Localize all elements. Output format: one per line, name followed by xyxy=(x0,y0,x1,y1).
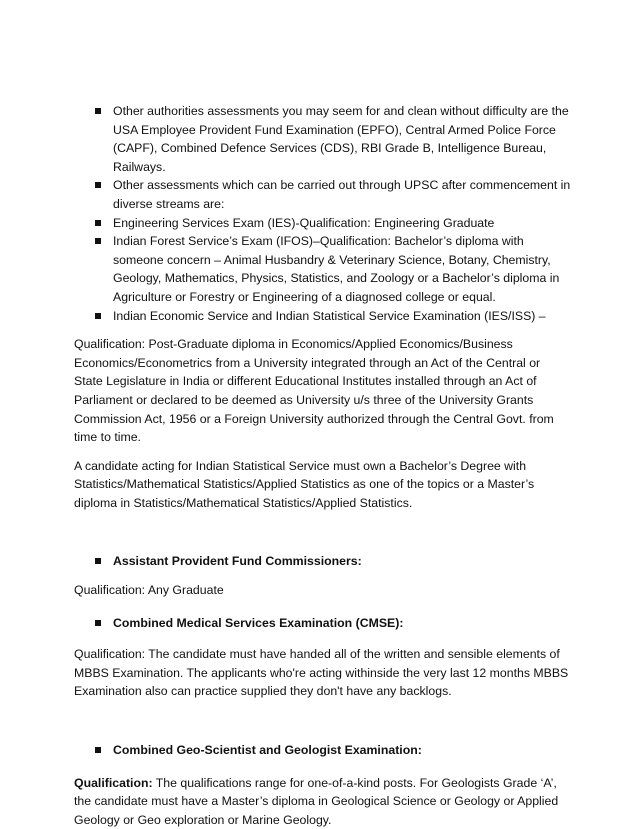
apfc-heading xyxy=(74,552,572,571)
square-bullet-icon xyxy=(95,620,101,626)
square-bullet-icon xyxy=(95,747,101,753)
square-bullet-icon xyxy=(95,313,101,319)
list-item xyxy=(74,176,572,213)
square-bullet-icon xyxy=(95,108,101,114)
list-item-text: Engineering Services Exam (IES)-Qualification: Engineering Graduate xyxy=(113,215,495,230)
ies-qualification-paragraph: Qualification: Post-Graduate diploma in Economics/Applied Economics/Business Economics/Econometrics from a University integrated through an Act of the Central or State Legislature in India or different Educational Institutes installed through an Act of Parliament or declared to be deemed as University u/s three of the University Grants Commission Act, 1956 or a Foreign University authorized through the Central Govt. from time to time. xyxy=(74,337,554,445)
list-item xyxy=(74,214,572,233)
apfc-heading-text: Assistant Provident Fund Commissioners: xyxy=(113,554,362,569)
square-bullet-icon xyxy=(95,220,101,226)
list-item xyxy=(74,307,572,326)
geo-qualification-text: The qualifications range for one-of-a-kind posts. For Geologists Grade ‘A’, the candidate must have a Master’s diploma in Geological Science or Geology or Applied Geology or Geo exploration or Marine Geology. xyxy=(74,775,559,827)
geo-heading xyxy=(74,741,572,760)
list-item-text: Indian Forest Service’s Exam (IFOS)–Qualification: Bachelor’s diploma with someone concern – Animal Husbandry & Veterinary Science, Botany, Chemistry, Geology, Mathematics, Physics, Statistics, and Zoology or a Bachelor’s diploma in Agriculture or Forestry or Engineering of a diagnosed college or equal. xyxy=(113,234,560,304)
geo-qualification-label: Qualification: xyxy=(74,775,153,790)
cmse-heading xyxy=(74,614,572,633)
iss-candidate-paragraph: A candidate acting for Indian Statistical Service must own a Bachelor’s Degree with Statistics/Mathematical Statistics/Applied Statistics as one of the topics or a Master’s diploma in Statistics/Mathematical Statistics/Applied Statistics. xyxy=(74,458,535,510)
exam-list xyxy=(74,102,572,325)
cmse-heading-text: Combined Medical Services Examination (CMSE): xyxy=(113,615,404,630)
list-item-text: Other authorities assessments you may seem for and clean without difficulty are the USA Employee Provident Fund Examination (EPFO), Central Armed Police Force (CAPF), Combined Defence Services (CDS), RBI Grade B, Intelligence Bureau, Railways. xyxy=(113,104,569,174)
list-item-text: Indian Economic Service and Indian Statistical Service Examination (IES/ISS) – xyxy=(113,308,546,323)
apfc-qualification: Qualification: Any Graduate xyxy=(74,583,224,598)
list-item xyxy=(74,232,572,306)
geo-qualification xyxy=(74,774,572,829)
square-bullet-icon xyxy=(95,182,101,188)
list-item xyxy=(74,102,572,176)
list-item-text: Other assessments which can be carried out through UPSC after commencement in diverse streams are: xyxy=(113,178,571,211)
square-bullet-icon xyxy=(95,558,101,564)
geo-heading-text: Combined Geo-Scientist and Geologist Examination: xyxy=(113,743,422,758)
page-content xyxy=(74,102,572,829)
square-bullet-icon xyxy=(95,238,101,244)
cmse-qualification: Qualification: The candidate must have handed all of the written and sensible elements of MBBS Examination. The applicants who're acting withinside the very last 12 months MBBS Examination also can practice supplied they don't have any backlogs. xyxy=(74,647,569,699)
